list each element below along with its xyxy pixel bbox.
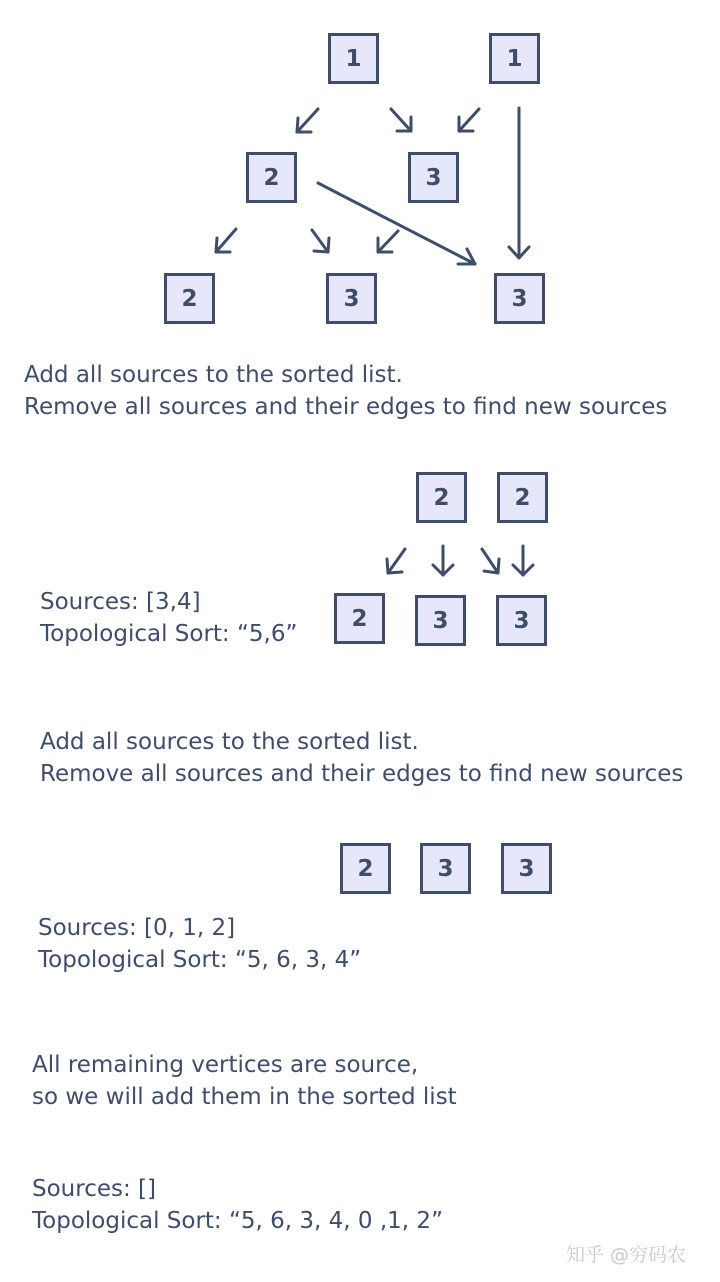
node-3: 3 [496,595,547,646]
sources-2: Sources: [0, 1, 2] [38,915,236,941]
edge-arrow [482,549,499,573]
node-3: 3 [494,273,545,324]
node-2: 2 [497,472,548,523]
edge-arrow [433,546,453,575]
watermark: 知乎 @穷码农 [566,1244,687,1266]
node-2: 2 [246,152,297,203]
edge-arrow [387,549,405,573]
node-2: 2 [340,843,391,894]
node-2: 2 [334,593,385,644]
node-2: 2 [416,472,467,523]
node-3: 3 [501,843,552,894]
topological-sort-2: Topological Sort: “5, 6, 3, 4” [38,947,362,973]
step-2-text-line-2: Remove all sources and their edges to find new sources [40,761,684,787]
node-2: 2 [164,273,215,324]
node-1: 1 [328,33,379,84]
step-3-text-line-2: so we will add them in the sorted list [32,1084,457,1110]
step-1-text-line-2: Remove all sources and their edges to find new sources [24,394,668,420]
node-3: 3 [420,843,471,894]
step-1-text-line-1: Add all sources to the sorted list. [24,362,403,388]
topological-sort-3: Topological Sort: “5, 6, 3, 4, 0 ,1, 2” [32,1208,443,1234]
node-3: 3 [326,273,377,324]
step-3-text-line-1: All remaining vertices are source, [32,1052,419,1078]
node-3: 3 [415,595,466,646]
topological-sort-1: Topological Sort: “5,6” [40,621,298,647]
node-1: 1 [489,33,540,84]
sources-3: Sources: [] [32,1176,156,1202]
sources-1: Sources: [3,4] [40,589,201,615]
step-2-text-line-1: Add all sources to the sorted list. [40,729,419,755]
node-3: 3 [408,152,459,203]
edge-arrow [513,546,533,575]
